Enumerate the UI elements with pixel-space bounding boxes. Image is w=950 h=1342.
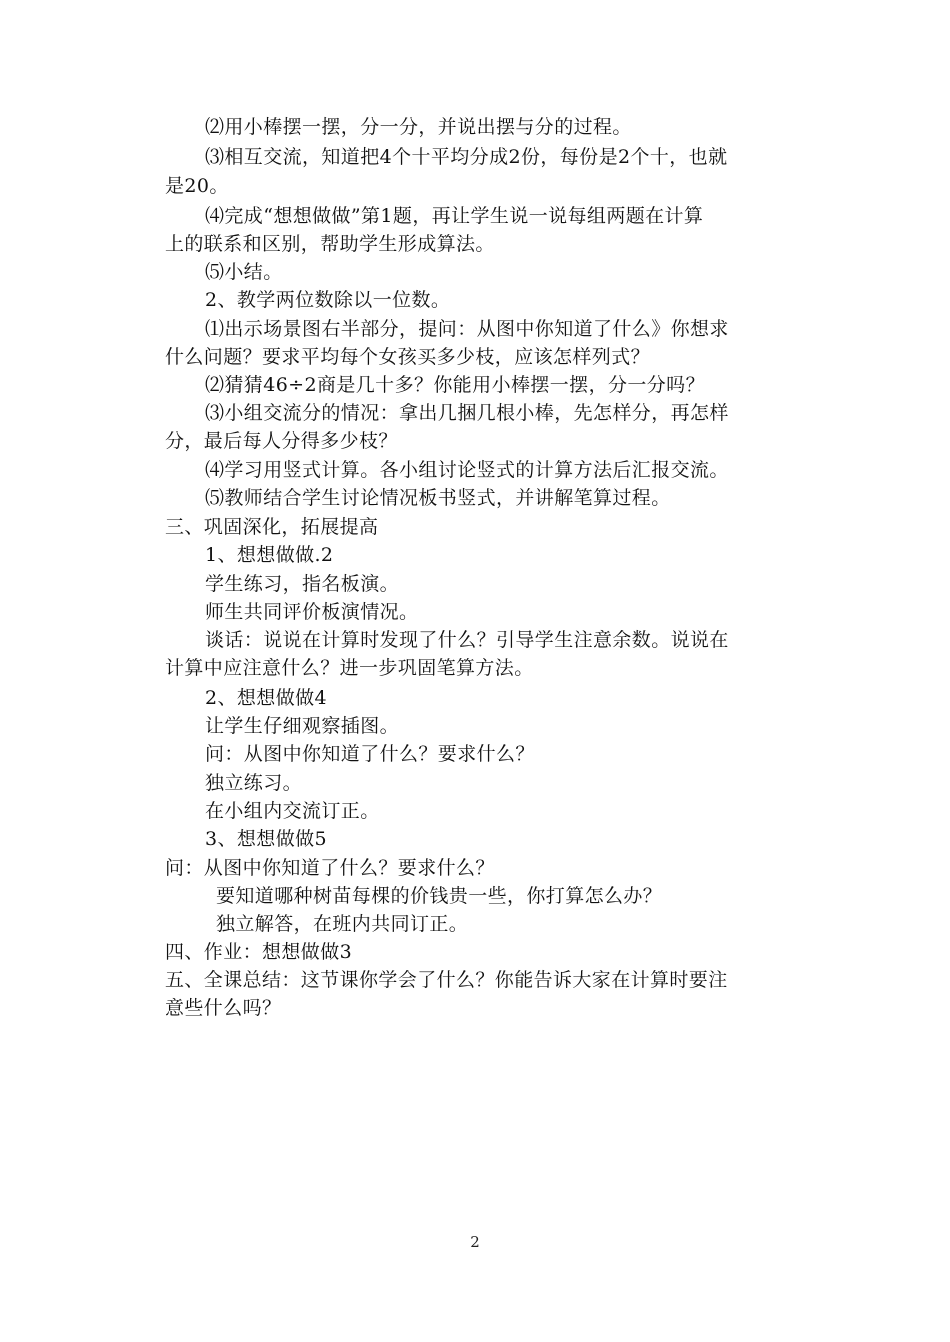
text-line: 独立解答，在班内共同订正。 [216,913,469,935]
text-line: ⑵猜猜46÷2商是几十多？你能用小棒摆一摆，分一分吗？ [205,374,705,396]
text-line: 在小组内交流订正。 [205,800,380,822]
text-line: 1、想想做做.2 [205,544,334,566]
text-line: 2、想想做做4 [205,687,327,709]
section-heading: 五、全课总结：这节课你学会了什么？你能告诉大家在计算时要注 [165,969,728,991]
text-line: ⑸教师结合学生讨论情况板书竖式，并讲解笔算过程。 [205,487,671,509]
text-line: ⑷学习用竖式计算。各小组讨论竖式的计算方法后汇报交流。 [205,459,729,481]
section-heading: 三、巩固深化，拓展提高 [165,516,379,538]
text-line: 什么问题？要求平均每个女孩买多少枝，应该怎样列式？ [165,346,651,368]
text-line: 师生共同评价板演情况。 [205,601,419,623]
text-line: 分，最后每人分得多少枝？ [165,430,398,452]
text-line: ⑸小结。 [205,261,283,283]
text-line: ⑴出示场景图右半部分，提问：从图中你知道了什么》你想求 [205,318,729,340]
text-line: 让学生仔细观察插图。 [205,715,400,737]
text-line: 计算中应注意什么？进一步巩固笔算方法。 [165,657,534,679]
text-line: 上的联系和区别，帮助学生形成算法。 [165,233,495,255]
text-line: 问：从图中你知道了什么？要求什么？ [165,857,495,879]
text-line: 意些什么吗？ [165,997,282,1019]
text-line: ⑶相互交流，知道把4个十平均分成2份，每份是2个十，也就 [205,146,728,168]
section-heading: 四、作业：想想做做3 [165,941,353,963]
text-line: 2、教学两位数除以一位数。 [205,289,451,311]
text-line: ⑵用小棒摆一摆，分一分，并说出摆与分的过程。 [205,116,632,138]
text-line: ⑶小组交流分的情况：拿出几捆几根小棒，先怎样分，再怎样 [205,402,729,424]
text-line: 谈话：说说在计算时发现了什么？引导学生注意余数。说说在 [205,629,729,651]
text-line: 学生练习，指名板演。 [205,573,400,595]
text-line: 要知道哪种树苗每棵的价钱贵一些，你打算怎么办？ [216,885,663,907]
text-line: 3、想想做做5 [205,828,327,850]
text-line: 独立练习。 [205,772,303,794]
text-line: ⑷完成“想想做做”第1题，再让学生说一说每组两题在计算 [205,205,704,227]
page-number: 2 [470,1233,480,1251]
text-line: 问：从图中你知道了什么？要求什么？ [205,743,535,765]
text-line: 是20。 [165,175,229,197]
